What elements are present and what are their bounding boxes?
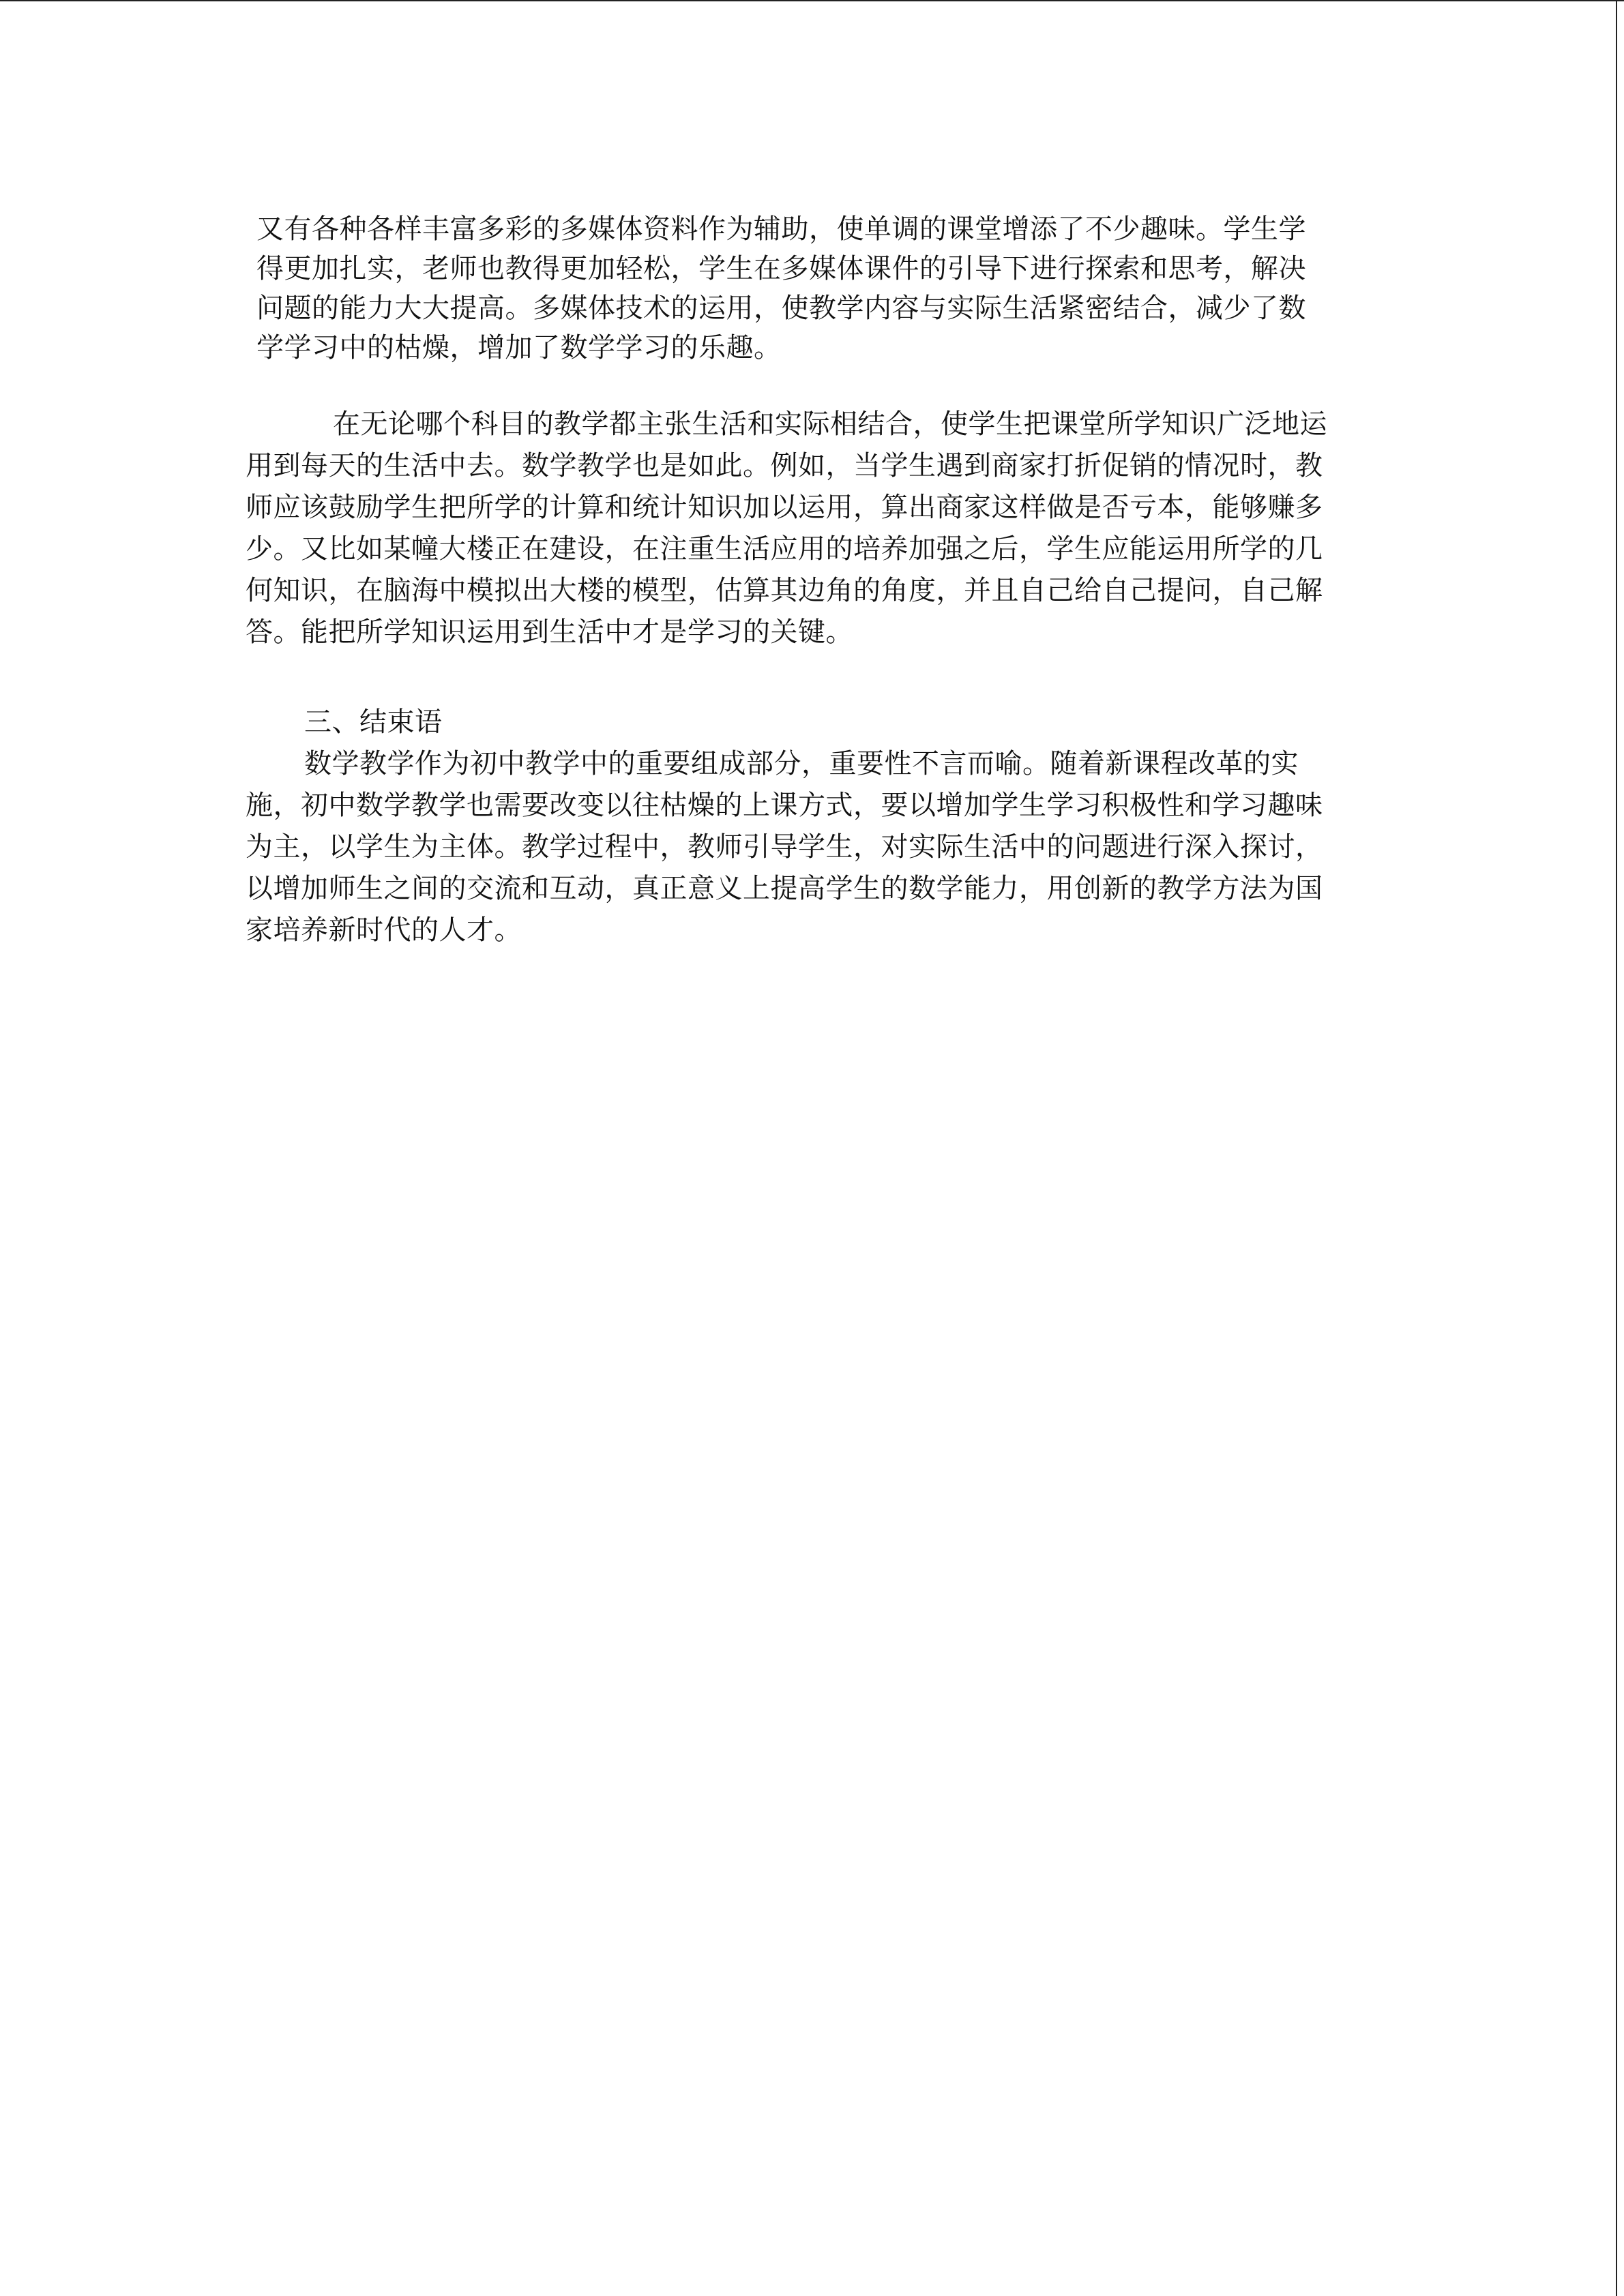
paragraph-line: 施，初中数学教学也需要改变以往枯燥的上课方式，要以增加学生学习积极性和学习趣味 bbox=[246, 790, 1323, 821]
paragraph-line: 家培养新时代的人才。 bbox=[246, 914, 522, 946]
paragraph-line: 师应该鼓励学生把所学的计算和统计知识加以运用，算出商家这样做是否亏本，能够赚多 bbox=[246, 492, 1323, 523]
page-top-border bbox=[0, 0, 1624, 1]
paragraph-line: 在无论哪个科目的教学都主张生活和实际相结合，使学生把课堂所学知识广泛地运 bbox=[333, 408, 1327, 440]
paragraph-line: 以增加师生之间的交流和互动，真正意义上提高学生的数学能力，用创新的教学方法为国 bbox=[246, 873, 1323, 904]
section-heading: 三、结束语 bbox=[304, 706, 443, 738]
paragraph-line: 得更加扎实，老师也教得更加轻松，学生在多媒体课件的引导下进行探索和思考，解决 bbox=[256, 253, 1306, 284]
paragraph-line: 学学习中的枯燥，增加了数学学习的乐趣。 bbox=[256, 332, 782, 363]
paragraph-line: 为主，以学生为主体。教学过程中，教师引导学生，对实际生活中的问题进行深入探讨， bbox=[246, 831, 1323, 863]
paragraph-line: 少。又比如某幢大楼正在建设，在注重生活应用的培养加强之后，学生应能运用所学的几 bbox=[246, 533, 1323, 565]
paragraph-line: 问题的能力大大提高。多媒体技术的运用，使教学内容与实际生活紧密结合，减少了数 bbox=[256, 293, 1306, 324]
paragraph-line: 答。能把所学知识运用到生活中才是学习的关键。 bbox=[246, 616, 853, 648]
paragraph-line: 又有各种各样丰富多彩的多媒体资料作为辅助，使单调的课堂增添了不少趣味。学生学 bbox=[256, 213, 1306, 245]
paragraph-line: 数学教学作为初中教学中的重要组成部分，重要性不言而喻。随着新课程改革的实 bbox=[304, 748, 1299, 779]
page-right-border bbox=[1616, 0, 1617, 2296]
paragraph-line: 何知识，在脑海中模拟出大楼的模型，估算其边角的角度，并且自己给自己提问，自己解 bbox=[246, 575, 1323, 606]
paragraph-line: 用到每天的生活中去。数学教学也是如此。例如，当学生遇到商家打折促销的情况时，教 bbox=[246, 450, 1323, 481]
